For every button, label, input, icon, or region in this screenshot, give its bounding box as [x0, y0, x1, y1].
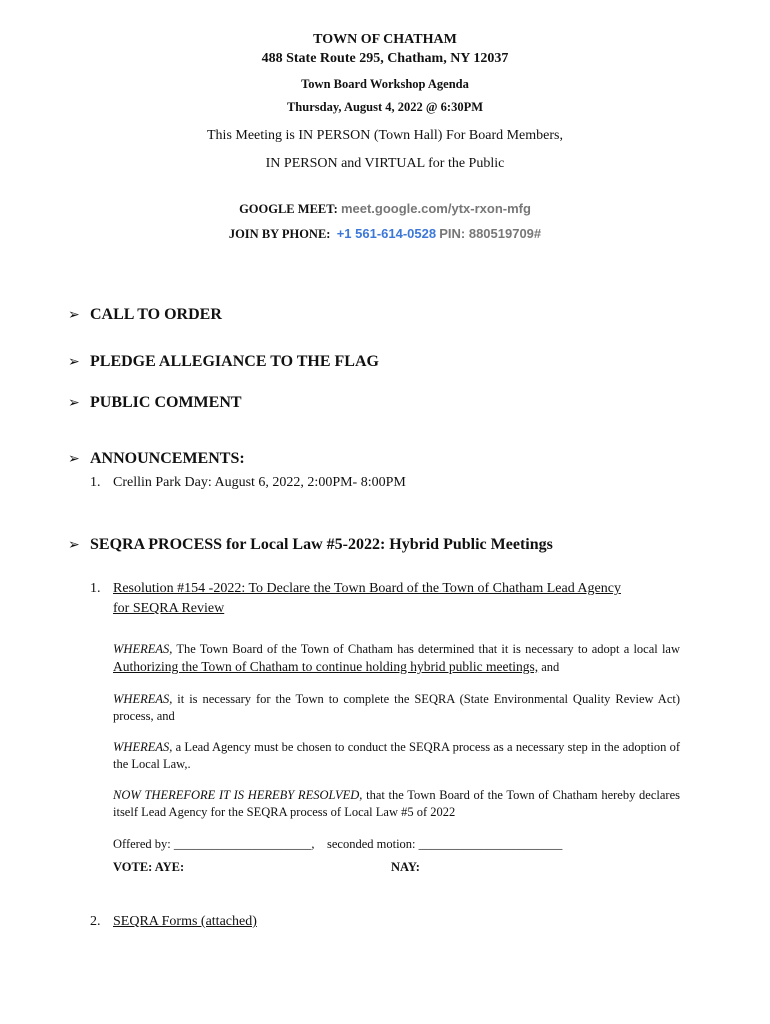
town-address: 488 State Route 295, Chatham, NY 12037: [261, 51, 509, 66]
google-meet-label: GOOGLE MEET:: [239, 202, 338, 216]
offered-by-field: Offered by: ______________________,: [113, 837, 315, 851]
arrowhead-bullet-icon: ➢: [68, 307, 80, 323]
resolved-paragraph: NOW THEREFORE IT IS HEREBY RESOLVED, that the Town Board of the Town of Chatham hereby declares itself Lead Agency for the SEQRA process of Local Law #5 of 2022: [113, 788, 680, 819]
agenda-title: Town Board Workshop Agenda: [301, 77, 469, 91]
arrowhead-bullet-icon: ➢: [68, 395, 80, 411]
section-public-comment: ➢ PUBLIC COMMENT: [68, 394, 242, 411]
section-announcements: ➢ ANNOUNCEMENTS:: [68, 450, 245, 467]
whereas-paragraph-3: WHEREAS, a Lead Agency must be chosen to conduct the SEQRA process as a necessary step in the adoption of the Local Law,.: [113, 740, 680, 771]
arrowhead-bullet-icon: ➢: [68, 537, 80, 553]
offered-seconded-line: [113, 837, 562, 852]
google-meet-line: [0, 201, 770, 217]
phone-label: JOIN BY PHONE:: [228, 227, 331, 241]
vote-aye-label: VOTE: AYE:: [113, 860, 185, 874]
town-name: TOWN OF CHATHAM: [313, 32, 457, 47]
meeting-mode-line2: IN PERSON and VIRTUAL for the Public: [265, 156, 505, 171]
meeting-date: Thursday, August 4, 2022 @ 6:30PM: [286, 100, 484, 114]
whereas-paragraph-1: WHEREAS, The Town Board of the Town of Chatham has determined that it is necessary to adopt a local law Authorizing the Town of Chatham to continue holding hybrid public meetings, and: [113, 642, 680, 674]
section-pledge: ➢ PLEDGE ALLEGIANCE TO THE FLAG: [68, 353, 379, 370]
phone-line: [0, 226, 770, 242]
meeting-mode-line1: This Meeting is IN PERSON (Town Hall) For Board Members,: [207, 128, 563, 143]
vote-nay-label: NAY:: [391, 860, 420, 874]
section-call-to-order: ➢ CALL TO ORDER: [68, 306, 222, 323]
seqra-forms-item: 2. SEQRA Forms (attached): [90, 914, 257, 929]
arrowhead-bullet-icon: ➢: [68, 451, 80, 467]
announcement-item: 1. Crellin Park Day: August 6, 2022, 2:00PM- 8:00PM: [90, 475, 406, 490]
whereas-paragraph-2: WHEREAS, it is necessary for the Town to complete the SEQRA (State Environmental Quality Review Act) process, and: [113, 692, 680, 723]
resolution-title: 1. Resolution #154 -2022: To Declare the Town Board of the Town of Chatham Lead Agency for SEQRA Review: [90, 581, 621, 616]
section-seqra: ➢ SEQRA PROCESS for Local Law #5-2022: Hybrid Public Meetings: [68, 536, 553, 553]
phone-number-link[interactable]: +1 561-614-0528: [336, 226, 437, 241]
seconded-motion-field: seconded motion: _______________________: [326, 837, 563, 851]
phone-pin: PIN: 880519709#: [439, 226, 542, 241]
arrowhead-bullet-icon: ➢: [68, 354, 80, 370]
google-meet-link[interactable]: meet.google.com/ytx-rxon-mfg: [340, 201, 531, 216]
